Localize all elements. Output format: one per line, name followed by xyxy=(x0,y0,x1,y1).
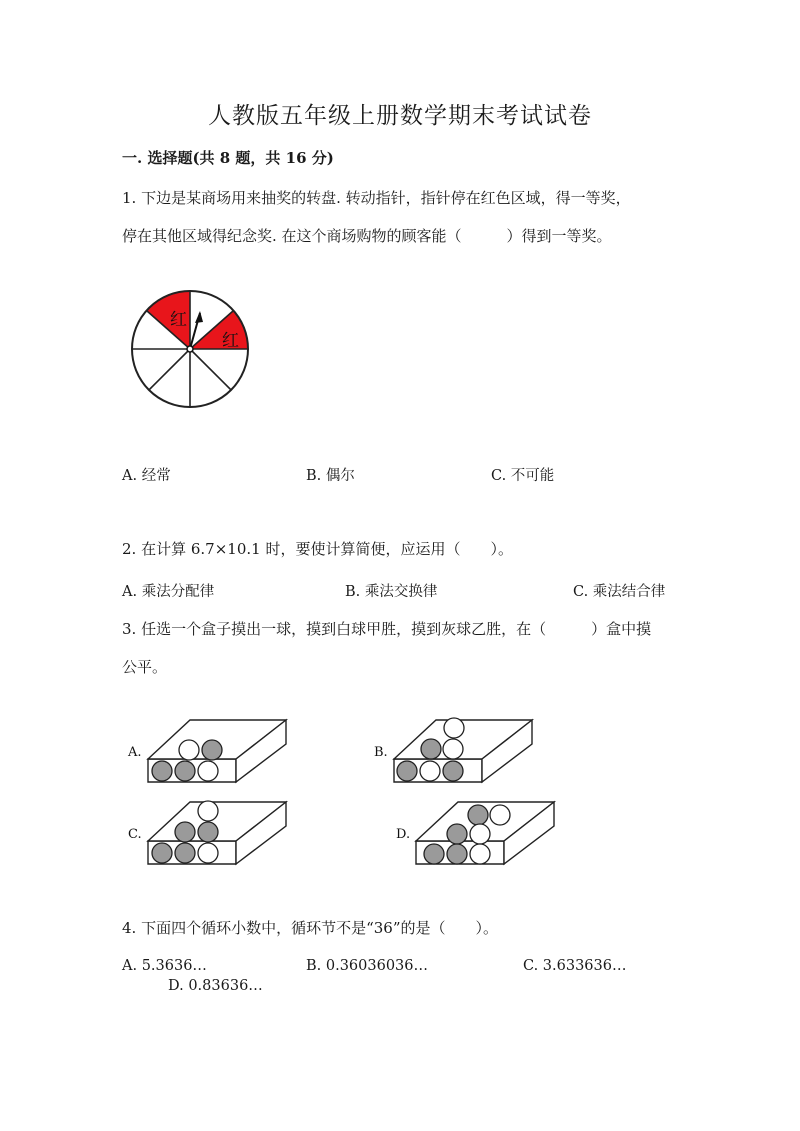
spinner-label-red-2: 红 xyxy=(222,331,239,351)
question-1-line-1: 1. 下边是某商场用来抽奖的转盘. 转动指针，指针停在红色区域，得一等奖， xyxy=(122,189,631,207)
gray-ball xyxy=(175,822,195,842)
box-label: D. xyxy=(396,827,411,842)
gray-ball xyxy=(447,824,467,844)
question-2-line-1: 2. 在计算 6.7×10.1 时，要使计算简便，应运用（ ）。 xyxy=(122,540,513,558)
question-1-line-2: 停在其他区域得纪念奖. 在这个商场购物的顾客能（ ）得到一等奖。 xyxy=(122,227,612,245)
white-ball xyxy=(420,761,440,781)
gray-ball xyxy=(421,739,441,759)
box-option-d[interactable] xyxy=(396,798,566,873)
q2-option-b[interactable]: B. 乘法交换律 xyxy=(345,584,438,600)
box-label: C. xyxy=(128,827,142,842)
box-option-c[interactable] xyxy=(128,798,298,873)
question-4-line-1: 4. 下面四个循环小数中，循环节不是“36”的是（ ）。 xyxy=(122,919,499,937)
white-ball xyxy=(443,739,463,759)
box-label: B. xyxy=(374,745,388,760)
spinner-wheel-figure xyxy=(122,283,262,413)
q4-option-c[interactable]: C. 3.633636… xyxy=(523,958,627,974)
box-option-b[interactable] xyxy=(374,716,544,791)
white-ball xyxy=(198,761,218,781)
white-ball xyxy=(198,801,218,821)
q4-option-d[interactable]: D. 0.83636… xyxy=(168,978,263,994)
q1-option-c[interactable]: C. 不可能 xyxy=(491,468,555,484)
white-ball xyxy=(444,718,464,738)
q1-option-b[interactable]: B. 偶尔 xyxy=(306,468,355,484)
question-3-line-1: 3. 任选一个盒子摸出一球，摸到白球甲胜，摸到灰球乙胜，在（ ）盒中摸 xyxy=(122,620,652,638)
spinner-label-red-1: 红 xyxy=(170,310,187,330)
white-ball xyxy=(198,843,218,863)
spinner-center-dot xyxy=(187,346,193,352)
gray-ball xyxy=(202,740,222,760)
q2-option-a[interactable]: A. 乘法分配律 xyxy=(122,584,215,600)
white-ball xyxy=(179,740,199,760)
page-title: 人教版五年级上册数学期末考试试卷 xyxy=(208,103,592,129)
q4-option-a[interactable]: A. 5.3636… xyxy=(122,958,207,974)
gray-ball xyxy=(424,844,444,864)
box-label: A. xyxy=(128,745,142,760)
gray-ball xyxy=(198,822,218,842)
gray-ball xyxy=(468,805,488,825)
q1-option-a[interactable]: A. 经常 xyxy=(122,468,171,484)
gray-ball xyxy=(152,761,172,781)
gray-ball xyxy=(397,761,417,781)
q4-option-b[interactable]: B. 0.36036036… xyxy=(306,958,429,974)
box-option-a[interactable] xyxy=(128,716,298,791)
gray-ball xyxy=(443,761,463,781)
gray-ball xyxy=(175,761,195,781)
gray-ball xyxy=(175,843,195,863)
gray-ball xyxy=(152,843,172,863)
white-ball xyxy=(470,844,490,864)
white-ball xyxy=(490,805,510,825)
question-3-line-2: 公平。 xyxy=(122,658,168,676)
section-heading: 一. 选择题(共 8 题，共 16 分) xyxy=(122,149,334,167)
q2-option-c[interactable]: C. 乘法结合律 xyxy=(573,584,666,600)
gray-ball xyxy=(447,844,467,864)
white-ball xyxy=(470,824,490,844)
